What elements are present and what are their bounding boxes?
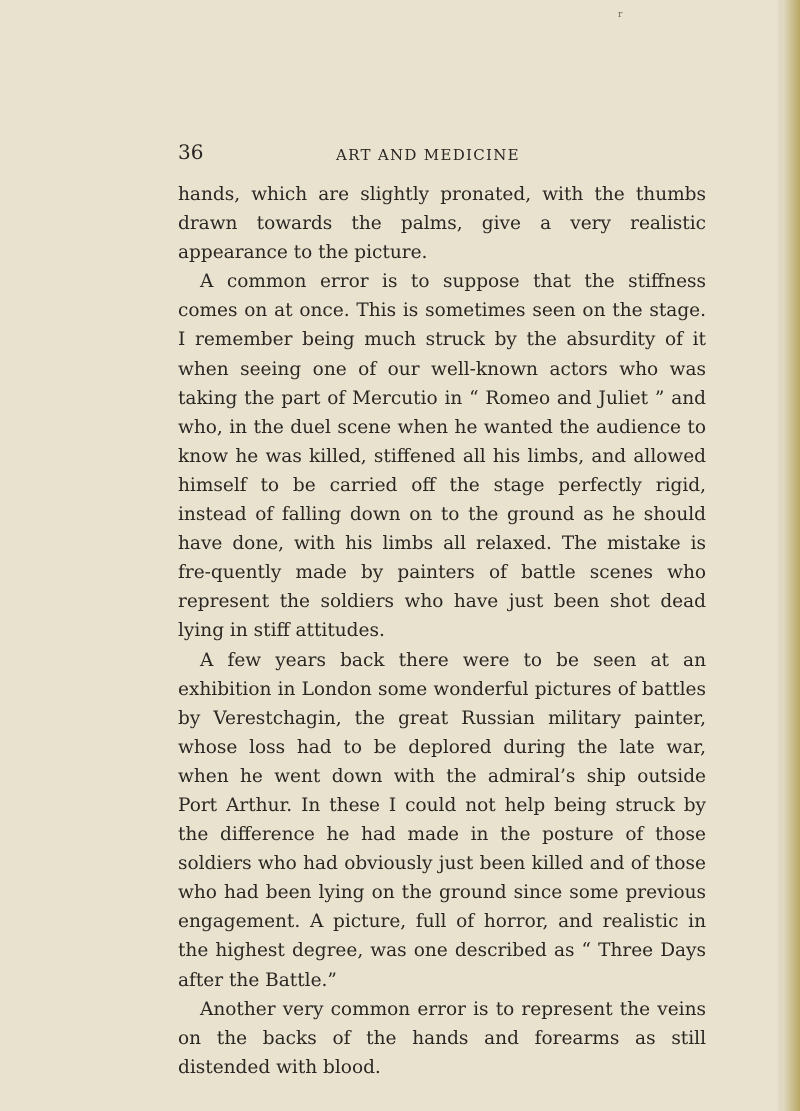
paragraph-4: Another very common error is to represent the veins on the backs of the hands and forearms as still distended with blood. (178, 998, 706, 1078)
paragraph-3: A few years back there were to be seen at an exhibition in London some wonderful pictures of battles by Verestchagin, the great Russian military painter, whose loss had to be deplored during the late war, when he went down with the admiral’s ship outside Port Arthur. In these I could not help being struck by the difference he had made in the posture of those soldiers who had obviously just been killed and of those who had been lying on the ground since some previous engagement. A picture, full of horror, and realistic in the highest degree, was one described as “ Three Days after the Battle.” (178, 649, 706, 991)
printer-mark: r (618, 10, 623, 20)
body-text (178, 180, 706, 1082)
page-number: 36 (178, 140, 204, 164)
paragraph-1: hands, which are slightly pronated, with the thumbs drawn towards the palms, give a very realistic appearance to the picture. (178, 184, 706, 264)
running-head-title: ART AND MEDICINE (336, 146, 520, 164)
page-edge (782, 0, 800, 1111)
paragraph-2: A common error is to suppose that the stiffness comes on at once. This is sometimes seen on the stage. I remember being much struck by the absurdity of it when seeing one of our well-known actors who was taking the part of Mercutio in “ Romeo and Juliet ” and who, in the duel scene when he wanted the audience to know he was killed, stiffened all his limbs, and allowed himself to be carried off the stage perfectly rigid, instead of falling down on to the ground as he should have done, with his limbs all relaxed. The mistake is fre-quently made by painters of battle scenes who represent the soldiers who have just been shot dead lying in stiff attitudes. (178, 271, 706, 642)
running-head (178, 140, 698, 170)
